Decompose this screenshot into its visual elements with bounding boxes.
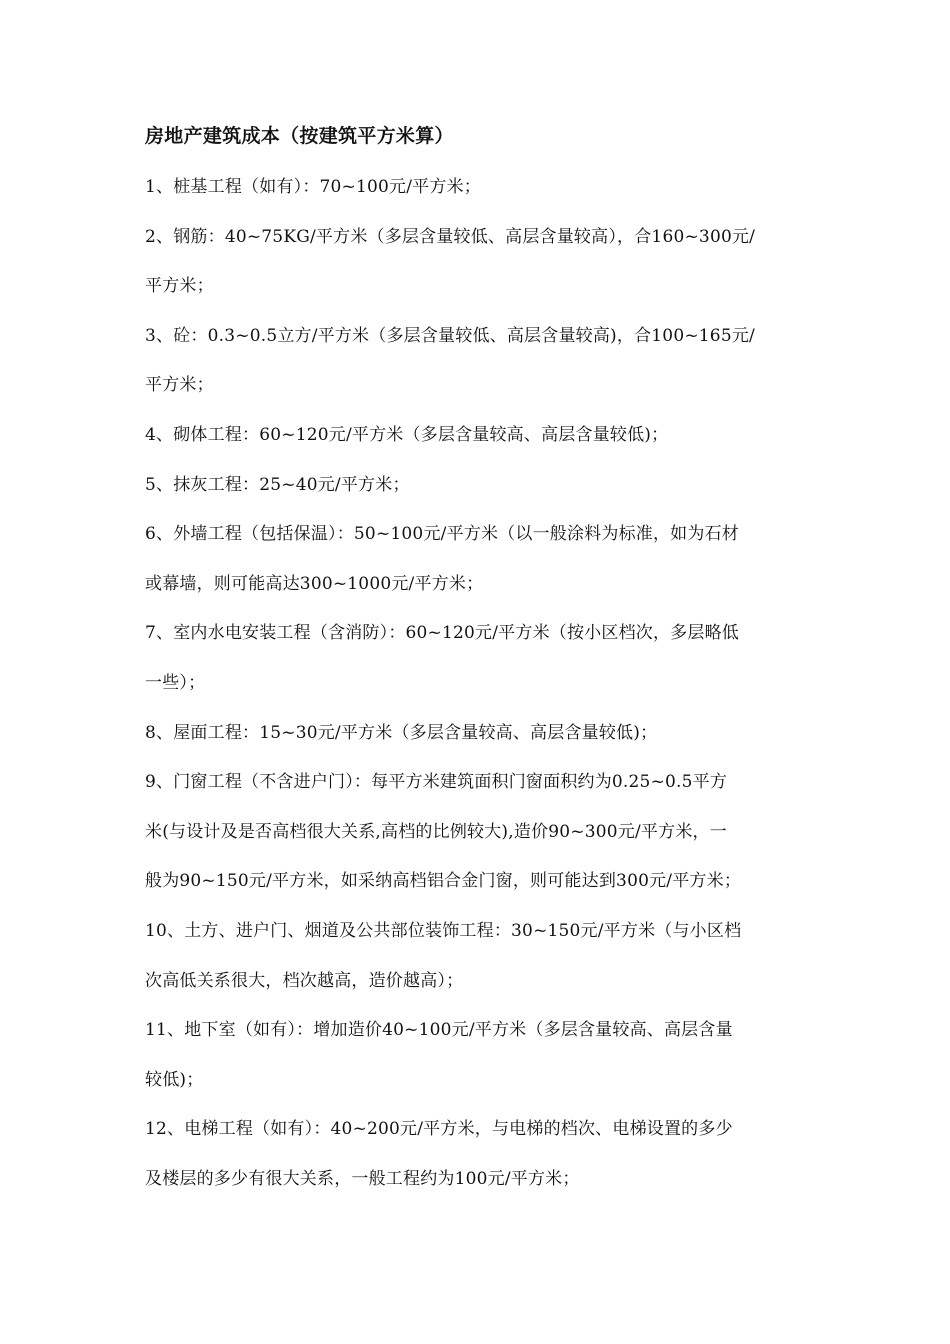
item-2-line-2: 平方米； <box>145 276 214 296</box>
item-12-line-1: 12、电梯工程（如有）：40~200元/平方米，与电梯的档次、电梯设置的多少 <box>145 1119 733 1139</box>
item-12-line-2: 及楼层的多少有很大关系，一般工程约为100元/平方米； <box>145 1169 580 1189</box>
item-11-line-2: 较低)； <box>145 1070 204 1090</box>
document-title: 房地产建筑成本（按建筑平方米算） <box>145 125 454 147</box>
item-4-line-1: 4、砌体工程：60~120元/平方米（多层含量较高、高层含量较低)； <box>145 425 669 445</box>
item-11-line-1: 11、地下室（如有）：增加造价40~100元/平方米（多层含量较高、高层含量 <box>145 1020 733 1040</box>
item-9-line-3: 般为90~150元/平方米，如采纳高档铝合金门窗，则可能达到300元/平方米； <box>145 871 742 891</box>
item-3-line-2: 平方米； <box>145 375 214 395</box>
item-9-line-1: 9、门窗工程（不含进户门）：每平方米建筑面积门窗面积约为0.25~0.5平方 <box>145 772 728 792</box>
item-1-line-1: 1、桩基工程（如有）：70~100元/平方米； <box>145 177 481 197</box>
item-3-line-1: 3、砼：0.3~0.5立方/平方米（多层含量较低、高层含量较高)，合100~165元/ <box>145 326 755 346</box>
item-5-line-1: 5、抹灰工程：25~40元/平方米； <box>145 475 410 495</box>
item-9-line-2: 米(与设计及是否高档很大关系,高档的比例较大),造价90~300元/平方米，一 <box>145 822 727 842</box>
item-8-line-1: 8、屋面工程：15~30元/平方米（多层含量较高、高层含量较低)； <box>145 723 658 743</box>
item-7-line-1: 7、室内水电安装工程（含消防）：60~120元/平方米（按小区档次，多层略低 <box>145 623 739 643</box>
item-10-line-2: 次高低关系很大，档次越高，造价越高）； <box>145 971 464 991</box>
item-7-line-2: 一些）； <box>145 673 206 693</box>
item-6-line-1: 6、外墙工程（包括保温）：50~100元/平方米（以一般涂料为标准，如为石材 <box>145 524 739 544</box>
item-2-line-1: 2、钢筋：40~75KG/平方米（多层含量较低、高层含量较高），合160~300元/ <box>145 227 756 247</box>
item-6-line-2: 或幕墙，则可能高达300~1000元/平方米； <box>145 574 484 594</box>
item-10-line-1: 10、土方、进户门、烟道及公共部位装饰工程：30~150元/平方米（与小区档 <box>145 921 742 941</box>
